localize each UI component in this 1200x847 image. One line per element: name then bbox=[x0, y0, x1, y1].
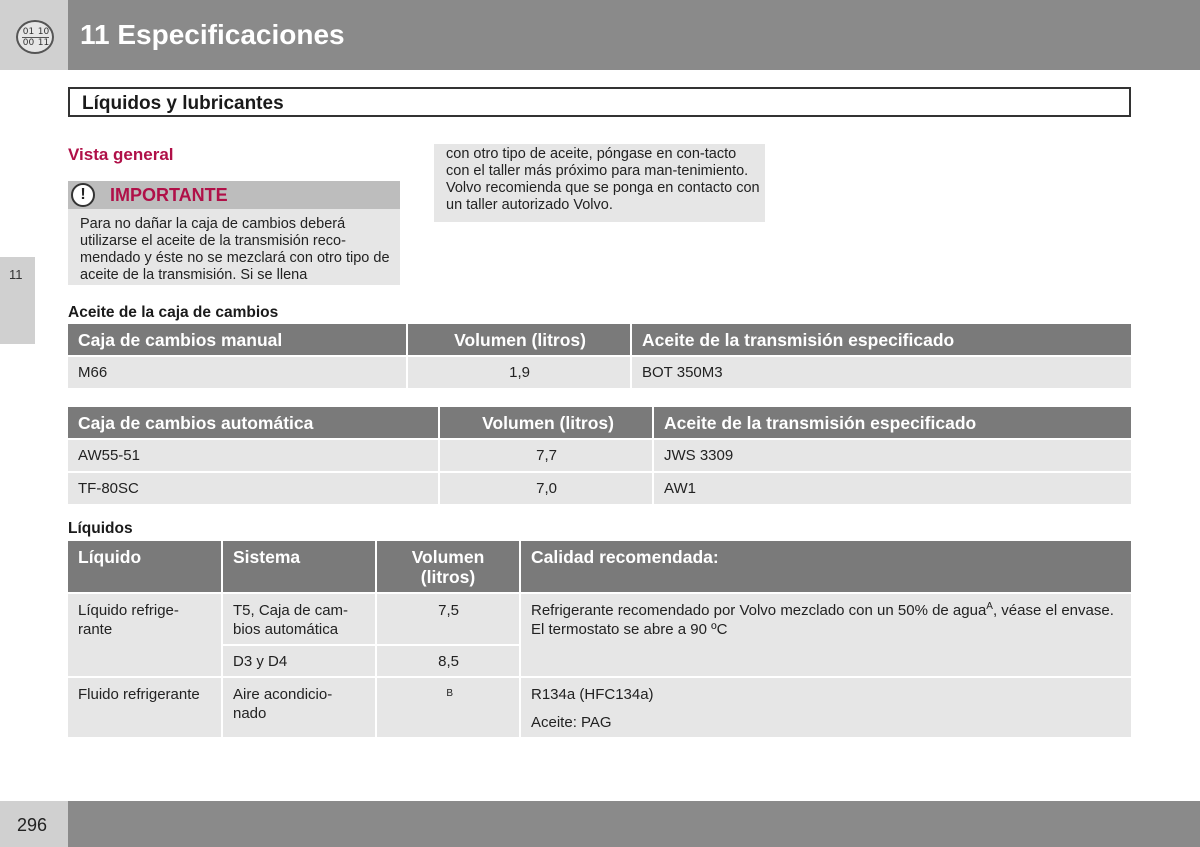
quality-text-rest: , véase el envase. El termostato se abre a 90 ºC bbox=[531, 602, 1114, 638]
quality-line: Aceite: PAG bbox=[531, 714, 612, 731]
quality-line: R134a (HFC134a) bbox=[531, 686, 654, 703]
important-continued bbox=[434, 144, 765, 222]
automatic-table-header: Volumen (litros) bbox=[440, 407, 652, 438]
liquids-table-header: Calidad recomendada: bbox=[521, 541, 1131, 592]
liquids-heading: Líquidos bbox=[68, 520, 133, 537]
table-cell: BOT 350M3 bbox=[632, 357, 1131, 388]
liquids-table-header: Sistema bbox=[223, 541, 375, 592]
chapter-icon-code: 11 bbox=[37, 38, 50, 48]
page-number: 296 bbox=[17, 815, 48, 835]
table-cell: JWS 3309 bbox=[654, 440, 1131, 471]
footnote-marker: A bbox=[986, 601, 993, 612]
table-cell: 7,7 bbox=[440, 440, 652, 471]
table-cell: 7,0 bbox=[440, 473, 652, 504]
table-cell: TF-80SC bbox=[68, 473, 438, 504]
chapter-icon bbox=[16, 20, 54, 54]
table-cell: Líquido refrige-rante bbox=[68, 594, 221, 676]
gearbox-oil-heading: Aceite de la caja de cambios bbox=[68, 304, 279, 321]
footer-bar bbox=[68, 801, 1200, 847]
table-cell: D3 y D4 bbox=[223, 646, 375, 676]
manual-table-header: Volumen (litros) bbox=[408, 324, 630, 355]
footer-left-block bbox=[0, 801, 68, 847]
table-cell: 8,5 bbox=[377, 646, 519, 676]
important-label: IMPORTANTE bbox=[110, 185, 228, 205]
chapter-icon-code: 10 bbox=[37, 27, 50, 37]
liquids-table-header: Líquido bbox=[68, 541, 221, 592]
table-cell: 7,5 bbox=[377, 594, 519, 644]
warning-icon bbox=[71, 183, 95, 207]
important-text: Para no dañar la caja de cambios deberá utilizarse el aceite de la transmisión reco-mendado y éste no se mezclará con otro tipo de aceite de la transmisión. Si se llena bbox=[80, 216, 390, 283]
automatic-table-header: Caja de cambios automática bbox=[68, 407, 438, 438]
table-cell: AW55-51 bbox=[68, 440, 438, 471]
table-cell bbox=[521, 678, 1131, 737]
warning-icon-glyph: ! bbox=[80, 186, 86, 203]
liquids-table-header: Volumen (litros) bbox=[377, 541, 519, 592]
section-title: Líquidos y lubricantes bbox=[82, 93, 284, 114]
footnote-marker: B bbox=[377, 678, 519, 737]
important-body bbox=[68, 209, 400, 285]
chapter-icon-code: 01 bbox=[22, 27, 35, 37]
table-cell: 1,9 bbox=[408, 357, 630, 388]
chapter-icon-code: 00 bbox=[22, 38, 35, 48]
manual-table-header: Caja de cambios manual bbox=[68, 324, 406, 355]
manual-table-header: Aceite de la transmisión especificado bbox=[632, 324, 1131, 355]
table-cell: T5, Caja de cam-bios automática bbox=[223, 594, 375, 644]
chapter-title: 11 Especificaciones bbox=[80, 19, 345, 50]
table-cell bbox=[521, 594, 1131, 676]
important-text-continued: con otro tipo de aceite, póngase en con-tacto con el taller más próximo para man-tenimiento. Volvo recomienda que se ponga en contacto con un taller autorizado Volvo. bbox=[446, 146, 760, 213]
important-header bbox=[68, 181, 400, 209]
automatic-table-header: Aceite de la transmisión especificado bbox=[654, 407, 1131, 438]
overview-heading: Vista general bbox=[68, 145, 174, 164]
table-cell: AW1 bbox=[654, 473, 1131, 504]
quality-text: Refrigerante recomendado por Volvo mezclado con un 50% de agua bbox=[531, 602, 987, 619]
table-cell: Aire acondicio-nado bbox=[223, 678, 375, 737]
table-cell: Fluido refrigerante bbox=[68, 678, 221, 737]
side-tab-label: 11 bbox=[9, 267, 23, 282]
section-title-box bbox=[68, 87, 1131, 117]
chapter-side-tab bbox=[0, 257, 35, 344]
table-cell: M66 bbox=[68, 357, 406, 388]
